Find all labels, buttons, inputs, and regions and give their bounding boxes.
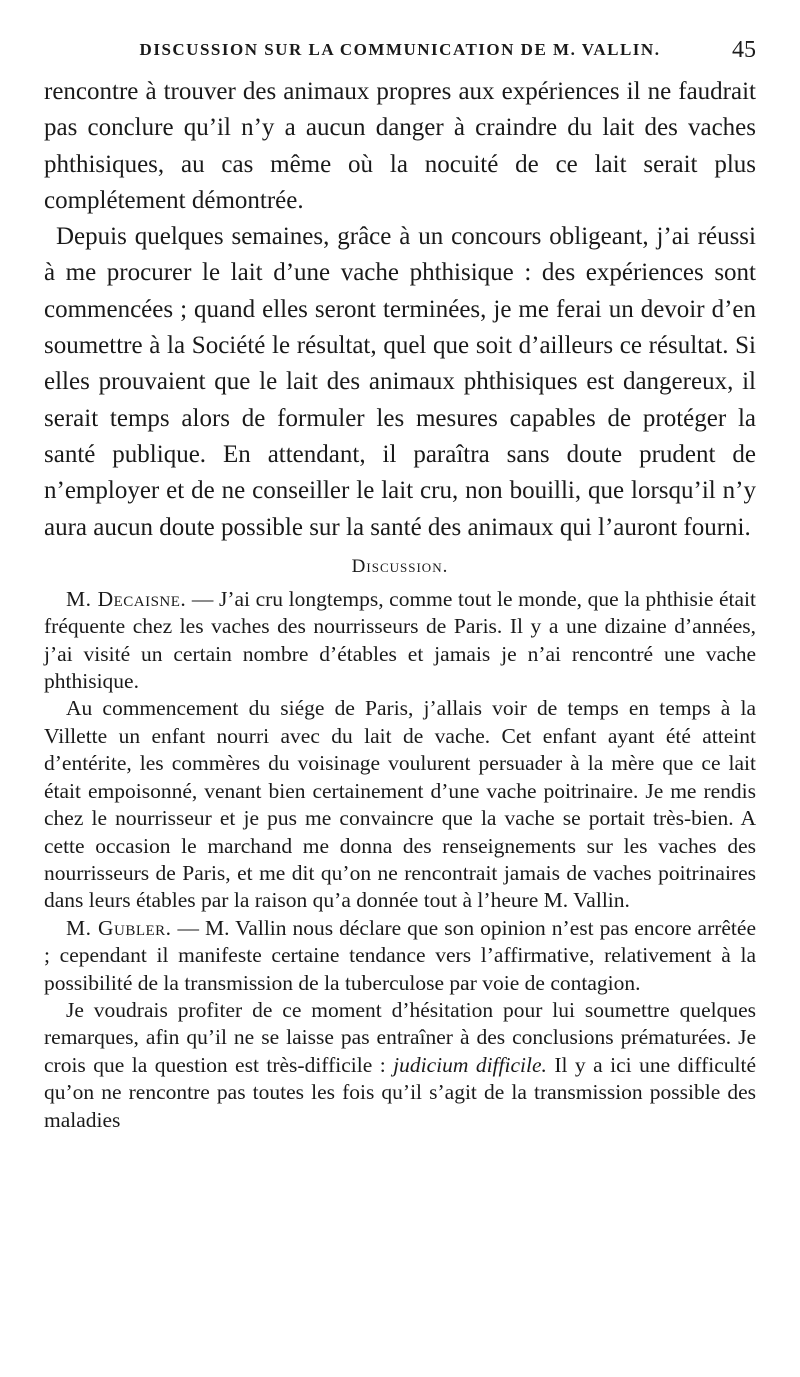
- discussion-text: [44, 586, 756, 1134]
- speaker-decaisne: M. Decaisne.: [66, 586, 187, 611]
- page-number: 45: [732, 37, 756, 63]
- speaker-gubler: M. Gubler.: [66, 915, 172, 940]
- paragraph-continuation: rencontre à trouver des animaux propres aux expériences il ne faudrait pas conclure qu’il n’y a aucun danger à craindre du lait des vaches phthisiques, au cas même où la nocuité de ce lait serait plus complétement démontrée.: [44, 78, 756, 214]
- paragraph-decaisne-1: [44, 586, 756, 696]
- paragraph-gubler-2: [44, 997, 756, 1134]
- gubler-text-2-end: Il y a ici une difficulté qu’on ne rencontre pas toutes les fois qu’il s’agit de la transmission possible des maladies: [44, 1052, 756, 1132]
- paragraph-decaisne-2: Au commencement du siége de Paris, j’allais voir de temps en temps à la Villette un enfant nourri avec du lait de vache. Cet enfant ayant été atteint d’entérite, les commères du voisinage voulurent persuader à la mère que ce lait était empoisonné, venant bien certainement d’une vache poitrinaire. Je me rendis chez le nourrisseur et je pus me convaincre que la vache se portait très-bien. A cette occasion le marchand me donna des renseignements sur les vaches des nourrisseurs de Paris, et me dit qu’on ne rencontrait jamais de vaches poitrinaires dans leurs étables par la raison qu’a donnée tout à l’heure M. Vallin.: [44, 696, 756, 913]
- running-title: DISCUSSION SUR LA COMMUNICATION DE M. VALLIN.: [139, 40, 661, 59]
- gubler-text-2-start: Je voudrais profiter de ce moment d’hésitation pour lui soumettre quelques remarques, afin qu’il ne se laisse pas entraîner à des conclusions prématurées. Je crois que la question est très-difficile :: [44, 997, 756, 1077]
- gubler-text-1: — M. Vallin nous déclare que son opinion n’est pas encore arrêtée ; cependant il manifeste certaine tendance vers l’affirmative, relativement à la possibilité de la transmission de la tuberculose par voie de contagion.: [44, 915, 756, 995]
- book-page: [44, 34, 756, 1134]
- section-heading-discussion: Discussion.: [351, 555, 449, 577]
- page-header: [44, 34, 756, 74]
- main-text: [44, 74, 756, 546]
- decaisne-text-1: — J’ai cru longtemps, comme tout le monde, que la phthisie était fréquente chez les vaches des nourrisseurs de Paris. Il y a une dizaine d’années, j’ai visité un certain nombre d’étables et jamais je n’ai rencontré une vache phthisique.: [44, 586, 756, 694]
- latin-phrase: judicium difficile.: [393, 1052, 547, 1077]
- paragraph-experiments: Depuis quelques semaines, grâce à un concours obligeant, j’ai réussi à me procurer le lait d’une vache phthisique : des expériences sont commencées ; quand elles seront terminées, je me ferai un devoir d’en soumettre à la Société le résultat, quel que soit d’ailleurs ce résultat. Si elles prouvaient que le lait des animaux phthisiques est dangereux, il serait temps alors de formuler les mesures capables de protéger la santé publique. En attendant, il paraîtra sans doute prudent de n’employer et de ne conseiller le lait cru, non bouilli, que lorsqu’il n’y aura aucun doute possible sur la santé des animaux qui l’auront fourni.: [44, 223, 756, 541]
- paragraph-gubler-1: [44, 915, 756, 997]
